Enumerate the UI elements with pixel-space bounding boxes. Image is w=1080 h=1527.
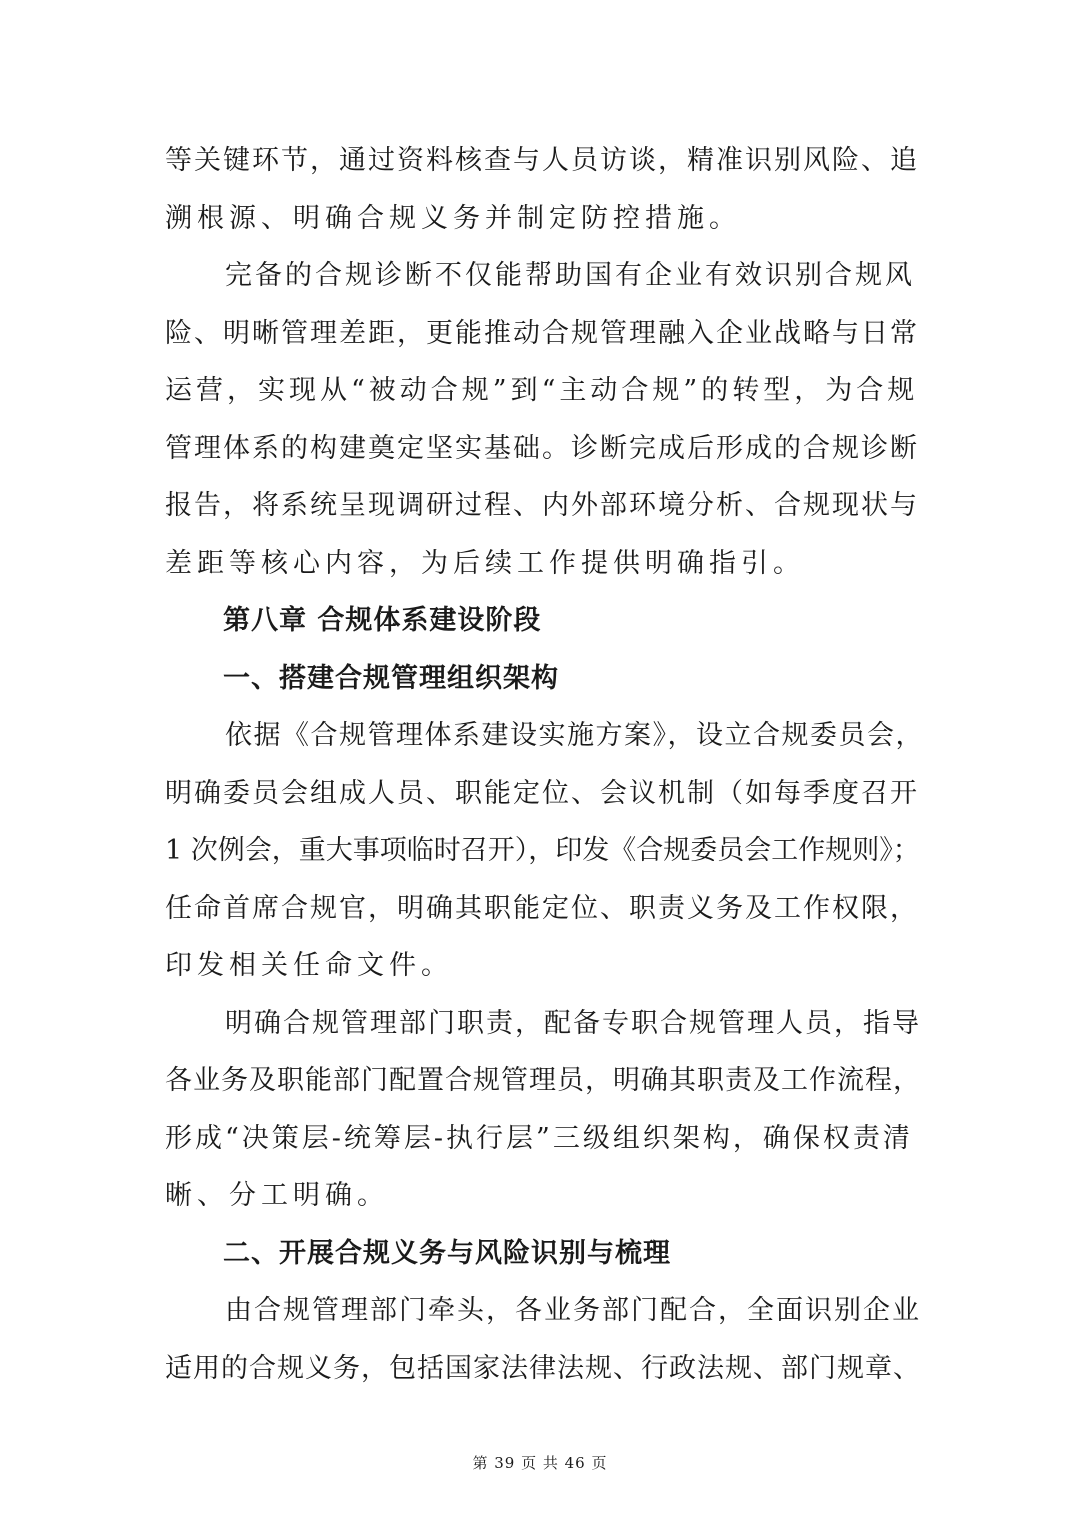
paragraph-line: 等关键环节，通过资料核查与人员访谈，精准识别风险、追	[165, 145, 919, 176]
document-body	[165, 132, 925, 1397]
paragraph-line: 适用的合规义务，包括国家法律法规、行政法规、部门规章、	[165, 1352, 921, 1384]
paragraph-line: 溯根源、明确合规义务并制定防控措施。	[165, 202, 741, 234]
paragraph-line: 明确委员会组成人员、职能定位、会议机制（如每季度召开	[165, 777, 919, 809]
paragraph-line: 各业务及职能部门配置合规管理员，明确其职责及工作流程，	[165, 1065, 921, 1096]
paragraph-line: 管理体系的构建奠定坚实基础。诊断完成后形成的合规诊断	[165, 432, 919, 464]
paragraph-line: 依据《合规管理体系建设实施方案》，设立合规委员会，	[225, 720, 924, 751]
paragraph-line: 由合规管理部门牵头，各业务部门配合，全面识别企业	[225, 1295, 921, 1326]
paragraph-line: 任命首席合规官，明确其职能定位、职责义务及工作权限，	[165, 892, 919, 924]
paragraph-line: 完备的合规诊断不仅能帮助国有企业有效识别合规风	[225, 260, 915, 291]
paragraph-line: 明确合规管理部门职责，配备专职合规管理人员，指导	[225, 1007, 921, 1039]
paragraph-line: 晰、分工明确。	[165, 1180, 389, 1211]
paragraph-line: 差距等核心内容，为后续工作提供明确指引。	[165, 547, 805, 579]
page-footer: 第 39 页 共 46 页	[472, 1454, 608, 1472]
paragraph-line: 形成“决策层-统筹层-执行层”三级组织架构，确保权责清	[165, 1122, 913, 1154]
paragraph-line: 险、明晰管理差距，更能推动合规管理融入企业战略与日常	[165, 317, 919, 349]
paragraph-line: 1 次例会，重大事项临时召开），印发《合规委员会工作规则》；	[165, 835, 920, 866]
paragraph-line: 印发相关任命文件。	[165, 950, 453, 981]
chapter-heading: 第八章 合规体系建设阶段	[223, 605, 542, 636]
section-heading: 二、开展合规义务与风险识别与梳理	[223, 1237, 671, 1269]
section-heading: 一、搭建合规管理组织架构	[223, 662, 559, 694]
paragraph-line: 运营，实现从“被动合规”到“主动合规”的转型，为合规	[165, 375, 919, 406]
paragraph-line: 报告，将系统呈现调研过程、内外部环境分析、合规现状与	[165, 490, 919, 521]
